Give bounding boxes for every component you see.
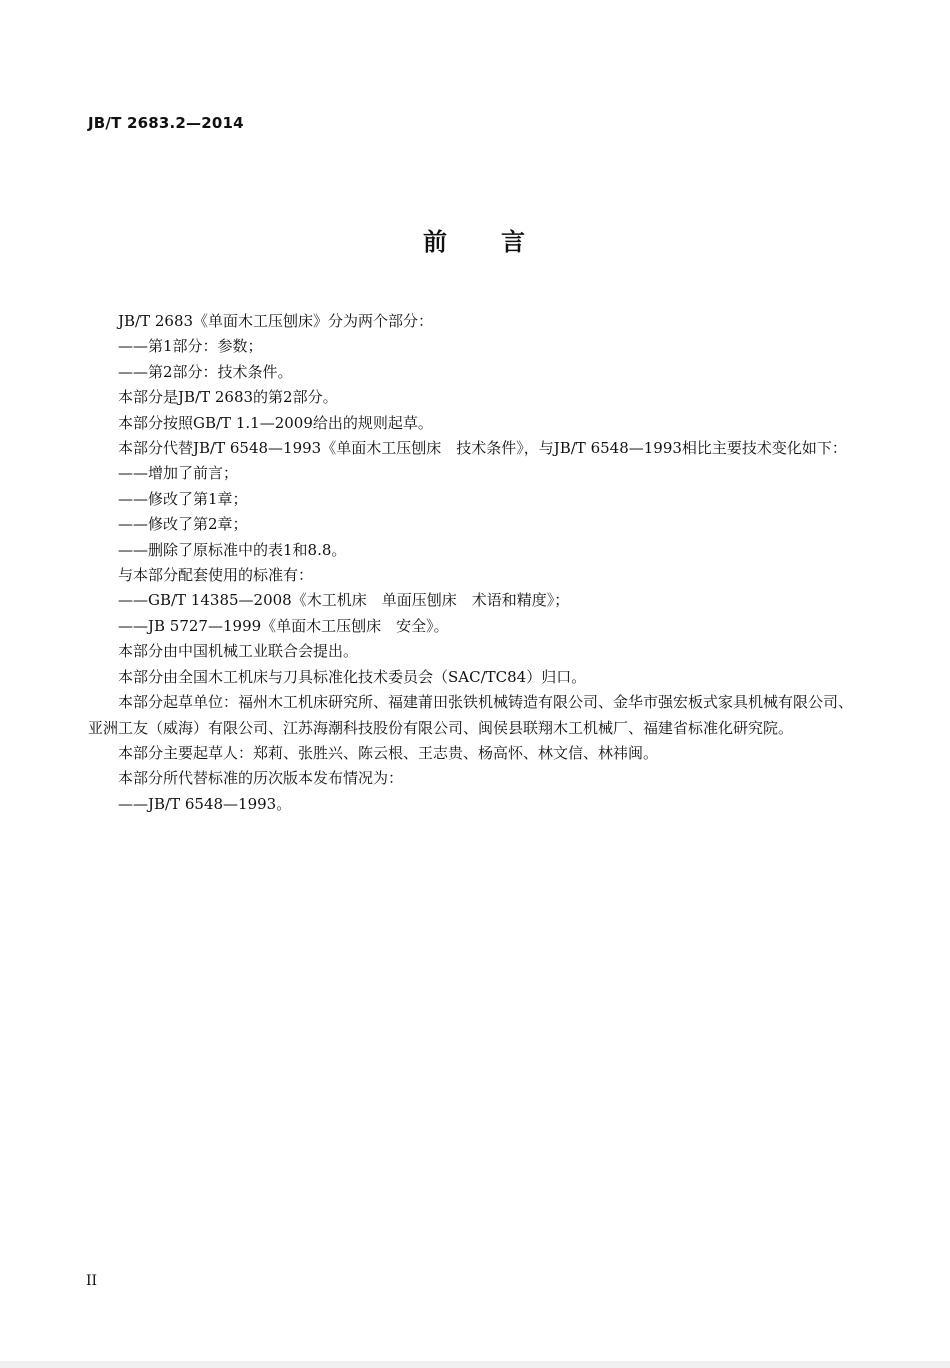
title-char-1: 前	[423, 228, 449, 256]
list-item-previous-edition: ——JB/T 6548—1993。	[118, 794, 292, 813]
list-item-change-2: ——修改了第1章；	[118, 489, 248, 508]
list-item-change-3: ——修改了第2章；	[118, 515, 248, 534]
paragraph-related-standards: 与本部分配套使用的标准有：	[118, 566, 314, 585]
list-item-change-4: ——删除了原标准中的表1和8.8。	[118, 540, 347, 559]
list-item-change-1: ——增加了前言；	[118, 464, 239, 483]
paragraph-replaces: 本部分代替JB/T 6548—1993《单面木工压刨床 技术条件》，与JB/T 6548—1993相比主要技术变化如下：	[118, 439, 847, 458]
paragraph-this-part: 本部分是JB/T 2683的第2部分。	[118, 388, 338, 407]
paragraph-parts-intro: JB/T 2683《单面木工压刨床》分为两个部分：	[118, 312, 434, 330]
paragraph-previous-editions: 本部分所代替标准的历次版本发布情况为：	[118, 769, 404, 788]
title-char-2: 言	[501, 228, 527, 256]
list-item-standard-1: ——GB/T 14385—2008《木工机床 单面压刨床 术语和精度》；	[118, 591, 570, 610]
document-code: JB/T 2683.2—2014	[88, 114, 244, 132]
list-item-standard-2: ——JB 5727—1999《单面木工压刨床 安全》。	[118, 616, 449, 635]
page-number: II	[86, 1273, 98, 1289]
paragraph-under-jurisdiction: 本部分由全国木工机床与刀具标准化技术委员会（SAC/TC84）归口。	[118, 667, 587, 686]
preface-body	[88, 309, 858, 817]
list-item-part1: ——第1部分：参数；	[118, 337, 263, 356]
section-title	[0, 222, 950, 257]
paragraph-drafters: 本部分主要起草人：郑莉、张胜兴、陈云根、王志贵、杨高怀、林文信、林祎闽。	[118, 743, 659, 762]
page-bottom-edge	[0, 1361, 950, 1368]
list-item-part2: ——第2部分：技术条件。	[118, 362, 293, 381]
paragraph-drafting-rules: 本部分按照GB/T 1.1—2009给出的规则起草。	[118, 413, 433, 432]
paragraph-drafting-units: 本部分起草单位：福州木工机床研究所、福建莆田张铁机械铸造有限公司、金华市强宏板式家具机械有限公司、亚洲工友（威海）有限公司、江苏海潮科技股份有限公司、闽侯县联翔木工机械厂、福建省标准化研究院。	[88, 693, 854, 737]
paragraph-proposed-by: 本部分由中国机械工业联合会提出。	[118, 642, 359, 661]
